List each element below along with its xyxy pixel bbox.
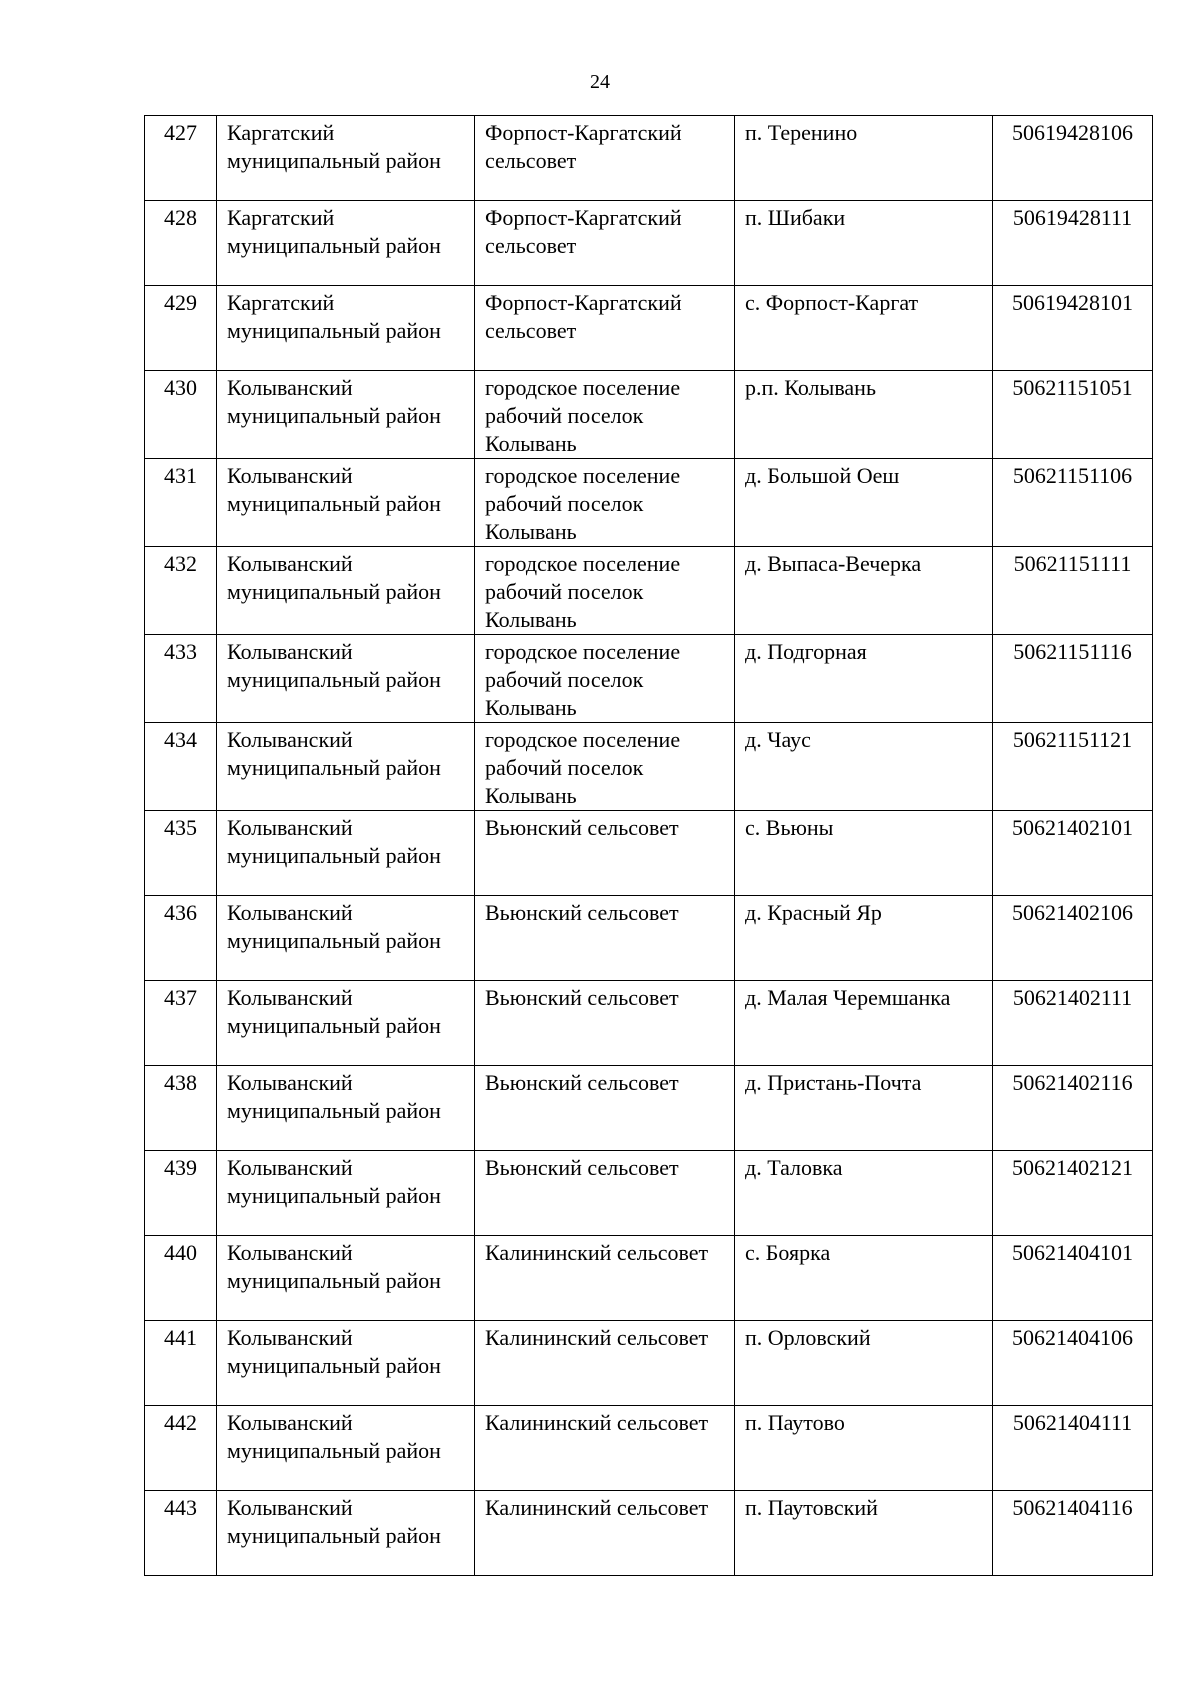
table-row	[145, 1236, 1153, 1321]
district-cell: Каргатский муниципальный район	[217, 286, 475, 371]
page-number: 24	[590, 71, 610, 93]
district-cell: Колыванский муниципальный район	[217, 1066, 475, 1151]
row-number-cell: 437	[145, 981, 217, 1066]
locality-cell: д. Пристань-Почта	[735, 1066, 993, 1151]
settlement-cell: Вьюнский сельсовет	[475, 896, 735, 981]
table-row	[145, 1066, 1153, 1151]
locality-cell: п. Шибаки	[735, 201, 993, 286]
table-body	[145, 116, 1153, 1576]
row-number-cell: 440	[145, 1236, 217, 1321]
table-row	[145, 635, 1153, 723]
district-cell: Каргатский муниципальный район	[217, 201, 475, 286]
locality-cell: д. Большой Оеш	[735, 459, 993, 547]
row-number-cell: 428	[145, 201, 217, 286]
district-cell: Колыванский муниципальный район	[217, 371, 475, 459]
table-row	[145, 286, 1153, 371]
table-row	[145, 981, 1153, 1066]
table-row	[145, 896, 1153, 981]
row-number-cell: 439	[145, 1151, 217, 1236]
row-number-cell: 431	[145, 459, 217, 547]
settlement-cell: Калининский сельсовет	[475, 1491, 735, 1576]
table-row	[145, 1491, 1153, 1576]
oktmo-code-cell: 50621402101	[993, 811, 1153, 896]
oktmo-code-cell: 50621404116	[993, 1491, 1153, 1576]
row-number-cell: 441	[145, 1321, 217, 1406]
settlement-cell: Вьюнский сельсовет	[475, 1066, 735, 1151]
settlement-cell: Вьюнский сельсовет	[475, 981, 735, 1066]
settlement-cell: Калининский сельсовет	[475, 1321, 735, 1406]
settlement-cell: Форпост-Каргатский сельсовет	[475, 116, 735, 201]
row-number-cell: 436	[145, 896, 217, 981]
district-cell: Каргатский муниципальный район	[217, 116, 475, 201]
row-number-cell: 434	[145, 723, 217, 811]
district-cell: Колыванский муниципальный район	[217, 811, 475, 896]
oktmo-code-cell: 50621151051	[993, 371, 1153, 459]
locality-cell: д. Выпаса-Вечерка	[735, 547, 993, 635]
district-cell: Колыванский муниципальный район	[217, 981, 475, 1066]
district-cell: Колыванский муниципальный район	[217, 1406, 475, 1491]
oktmo-code-cell: 50621151121	[993, 723, 1153, 811]
oktmo-code-cell: 50619428101	[993, 286, 1153, 371]
table-row	[145, 116, 1153, 201]
row-number-cell: 427	[145, 116, 217, 201]
locality-cell: п. Паутовский	[735, 1491, 993, 1576]
oktmo-code-cell: 50619428106	[993, 116, 1153, 201]
table-row	[145, 371, 1153, 459]
locality-cell: п. Паутово	[735, 1406, 993, 1491]
oktmo-code-cell: 50621402111	[993, 981, 1153, 1066]
table-row	[145, 1151, 1153, 1236]
district-cell: Колыванский муниципальный район	[217, 1321, 475, 1406]
oktmo-code-cell: 50621402106	[993, 896, 1153, 981]
district-cell: Колыванский муниципальный район	[217, 723, 475, 811]
table-row	[145, 547, 1153, 635]
locality-cell: д. Малая Черемшанка	[735, 981, 993, 1066]
settlements-table	[144, 115, 1153, 1576]
locality-cell: д. Таловка	[735, 1151, 993, 1236]
locality-cell: д. Чаус	[735, 723, 993, 811]
oktmo-code-cell: 50621402116	[993, 1066, 1153, 1151]
table-row	[145, 1321, 1153, 1406]
district-cell: Колыванский муниципальный район	[217, 1491, 475, 1576]
oktmo-code-cell: 50621404106	[993, 1321, 1153, 1406]
settlement-cell: Форпост-Каргатский сельсовет	[475, 201, 735, 286]
row-number-cell: 435	[145, 811, 217, 896]
row-number-cell: 433	[145, 635, 217, 723]
row-number-cell: 430	[145, 371, 217, 459]
settlement-cell: городское поселение рабочий поселок Колывань	[475, 635, 735, 723]
settlement-cell: городское поселение рабочий поселок Колывань	[475, 723, 735, 811]
table-row	[145, 201, 1153, 286]
district-cell: Колыванский муниципальный район	[217, 547, 475, 635]
settlement-cell: Форпост-Каргатский сельсовет	[475, 286, 735, 371]
district-cell: Колыванский муниципальный район	[217, 1236, 475, 1321]
oktmo-code-cell: 50621151106	[993, 459, 1153, 547]
oktmo-code-cell: 50621404101	[993, 1236, 1153, 1321]
locality-cell: с. Боярка	[735, 1236, 993, 1321]
row-number-cell: 432	[145, 547, 217, 635]
district-cell: Колыванский муниципальный район	[217, 896, 475, 981]
table-row	[145, 723, 1153, 811]
row-number-cell: 443	[145, 1491, 217, 1576]
locality-cell: п. Теренино	[735, 116, 993, 201]
settlement-cell: городское поселение рабочий поселок Колывань	[475, 547, 735, 635]
oktmo-code-cell: 50619428111	[993, 201, 1153, 286]
table-row	[145, 459, 1153, 547]
settlement-cell: городское поселение рабочий поселок Колывань	[475, 459, 735, 547]
settlement-cell: Вьюнский сельсовет	[475, 1151, 735, 1236]
row-number-cell: 442	[145, 1406, 217, 1491]
table-row	[145, 1406, 1153, 1491]
district-cell: Колыванский муниципальный район	[217, 1151, 475, 1236]
settlement-cell: Калининский сельсовет	[475, 1406, 735, 1491]
district-cell: Колыванский муниципальный район	[217, 635, 475, 723]
oktmo-code-cell: 50621151111	[993, 547, 1153, 635]
locality-cell: д. Красный Яр	[735, 896, 993, 981]
locality-cell: с. Вьюны	[735, 811, 993, 896]
settlement-cell: Вьюнский сельсовет	[475, 811, 735, 896]
settlement-cell: городское поселение рабочий поселок Колывань	[475, 371, 735, 459]
locality-cell: р.п. Колывань	[735, 371, 993, 459]
locality-cell: п. Орловский	[735, 1321, 993, 1406]
locality-cell: с. Форпост-Каргат	[735, 286, 993, 371]
table-row	[145, 811, 1153, 896]
district-cell: Колыванский муниципальный район	[217, 459, 475, 547]
settlement-cell: Калининский сельсовет	[475, 1236, 735, 1321]
row-number-cell: 438	[145, 1066, 217, 1151]
oktmo-code-cell: 50621404111	[993, 1406, 1153, 1491]
row-number-cell: 429	[145, 286, 217, 371]
oktmo-code-cell: 50621151116	[993, 635, 1153, 723]
locality-cell: д. Подгорная	[735, 635, 993, 723]
oktmo-code-cell: 50621402121	[993, 1151, 1153, 1236]
